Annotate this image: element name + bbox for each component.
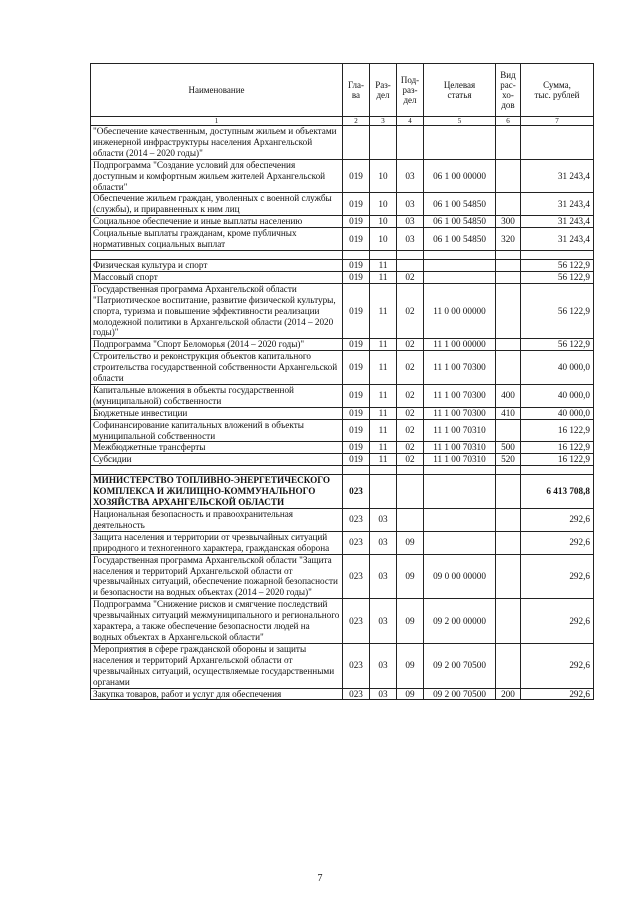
cell-section: 11 (370, 442, 397, 454)
cell-subsection: 02 (397, 419, 424, 442)
cell-section: 11 (370, 283, 397, 339)
cell-chapter: 019 (343, 283, 370, 339)
cell-chapter: 019 (343, 384, 370, 407)
cell-name: Подпрограмма "Создание условий для обеспечения доступным и комфортным жильем жителей Архангельской области" (91, 159, 343, 193)
cell-chapter: 019 (343, 228, 370, 251)
cell-section: 03 (370, 509, 397, 532)
cell-expense-type (496, 531, 521, 554)
cell-section (370, 475, 397, 509)
cell-name: Закупка товаров, работ и услуг для обеспечения (91, 688, 343, 700)
table-row (91, 475, 594, 509)
cell-amount: 56 122,9 (521, 259, 594, 271)
cell-target: 11 0 00 00000 (424, 283, 496, 339)
table-row (91, 454, 594, 466)
cell-target (424, 509, 496, 532)
cell-target: 11 1 00 70300 (424, 351, 496, 385)
cell-chapter: 019 (343, 442, 370, 454)
cell-amount: 292,6 (521, 531, 594, 554)
column-number-row (91, 117, 594, 126)
cell-target: 11 1 00 00000 (424, 339, 496, 351)
table-row (91, 126, 594, 160)
cell-name: МИНИСТЕРСТВО ТОПЛИВНО-ЭНЕРГЕТИЧЕСКОГО КОМПЛЕКСА И ЖИЛИЩНО-КОММУНАЛЬНОГО ХОЗЯЙСТВА АРХАНГЕЛЬСКОЙ ОБЛАСТИ (91, 475, 343, 509)
cell-subsection: 03 (397, 216, 424, 228)
cell-expense-type (496, 554, 521, 599)
spacer-row (91, 466, 594, 475)
cell-target (424, 259, 496, 271)
header-expense-type: Вид рас- хо- дов (496, 64, 521, 117)
table-row (91, 407, 594, 419)
cell-section: 11 (370, 454, 397, 466)
table-row (91, 419, 594, 442)
column-number: 3 (370, 117, 397, 126)
cell-amount: 31 243,4 (521, 216, 594, 228)
cell-chapter: 023 (343, 475, 370, 509)
empty-cell (397, 250, 424, 259)
cell-chapter: 023 (343, 509, 370, 532)
cell-subsection: 03 (397, 159, 424, 193)
cell-name: Подпрограмма "Снижение рисков и смягчение последствий чрезвычайных ситуаций межмуниципального и регионального характера, а также обеспечение безопасности людей на водных объектах в Архангельской области" (91, 599, 343, 644)
cell-name: Строительство и реконструкция объектов капитального строительства государственной собственности Архангельской области (91, 351, 343, 385)
table-row (91, 509, 594, 532)
cell-subsection: 09 (397, 531, 424, 554)
cell-target: 11 1 00 70310 (424, 454, 496, 466)
empty-cell (91, 250, 343, 259)
cell-target (424, 475, 496, 509)
cell-name: Национальная безопасность и правоохранительная деятельность (91, 509, 343, 532)
cell-name: Капитальные вложения в объекты государственной (муниципальной) собственности (91, 384, 343, 407)
empty-cell (343, 466, 370, 475)
empty-cell (370, 466, 397, 475)
cell-section: 11 (370, 419, 397, 442)
table-row (91, 259, 594, 271)
cell-expense-type (496, 159, 521, 193)
cell-chapter (343, 126, 370, 160)
cell-target: 11 1 00 70310 (424, 442, 496, 454)
cell-subsection: 02 (397, 407, 424, 419)
cell-amount: 292,6 (521, 688, 594, 700)
cell-amount: 292,6 (521, 509, 594, 532)
header-target: Целевая статья (424, 64, 496, 117)
cell-expense-type (496, 419, 521, 442)
cell-expense-type (496, 599, 521, 644)
cell-section: 03 (370, 688, 397, 700)
cell-chapter: 019 (343, 407, 370, 419)
cell-amount: 40 000,0 (521, 384, 594, 407)
cell-expense-type (496, 193, 521, 216)
cell-target: 06 1 00 54850 (424, 228, 496, 251)
cell-section: 10 (370, 193, 397, 216)
cell-section: 11 (370, 339, 397, 351)
column-number: 7 (521, 117, 594, 126)
cell-target: 09 2 00 00000 (424, 599, 496, 644)
table-row (91, 271, 594, 283)
table-row (91, 384, 594, 407)
table-row (91, 351, 594, 385)
cell-name: Межбюджетные трансферты (91, 442, 343, 454)
header-subsection: Под- раз- дел (397, 64, 424, 117)
cell-name: Обеспечение жильем граждан, уволенных с военной службы (службы), и приравненных к ним лиц (91, 193, 343, 216)
cell-subsection: 03 (397, 193, 424, 216)
header-section: Раз- дел (370, 64, 397, 117)
cell-target: 11 1 00 70310 (424, 419, 496, 442)
cell-section: 10 (370, 159, 397, 193)
cell-subsection: 02 (397, 271, 424, 283)
cell-subsection: 03 (397, 228, 424, 251)
cell-target: 11 1 00 70300 (424, 407, 496, 419)
cell-subsection (397, 126, 424, 160)
cell-section: 03 (370, 643, 397, 688)
empty-cell (521, 250, 594, 259)
cell-subsection: 02 (397, 442, 424, 454)
cell-subsection: 09 (397, 643, 424, 688)
column-number: 1 (91, 117, 343, 126)
empty-cell (496, 466, 521, 475)
cell-chapter: 019 (343, 339, 370, 351)
cell-chapter: 023 (343, 643, 370, 688)
cell-amount: 31 243,4 (521, 228, 594, 251)
cell-subsection: 02 (397, 339, 424, 351)
cell-expense-type: 320 (496, 228, 521, 251)
cell-amount: 16 122,9 (521, 454, 594, 466)
empty-cell (91, 466, 343, 475)
cell-section: 10 (370, 228, 397, 251)
empty-cell (370, 250, 397, 259)
cell-subsection: 02 (397, 351, 424, 385)
cell-expense-type (496, 283, 521, 339)
cell-target: 09 2 00 70500 (424, 643, 496, 688)
cell-amount: 292,6 (521, 599, 594, 644)
cell-name: Субсидии (91, 454, 343, 466)
budget-table (90, 63, 594, 700)
cell-name: Подпрограмма "Спорт Беломорья (2014 – 2020 годы)" (91, 339, 343, 351)
cell-section: 03 (370, 599, 397, 644)
cell-amount (521, 126, 594, 160)
table-row (91, 216, 594, 228)
cell-expense-type (496, 259, 521, 271)
header-chapter: Гла- ва (343, 64, 370, 117)
cell-chapter: 019 (343, 159, 370, 193)
cell-amount: 31 243,4 (521, 193, 594, 216)
cell-subsection: 02 (397, 384, 424, 407)
cell-subsection (397, 509, 424, 532)
table-row (91, 643, 594, 688)
table-row (91, 193, 594, 216)
cell-section: 11 (370, 351, 397, 385)
cell-expense-type: 300 (496, 216, 521, 228)
table-row (91, 531, 594, 554)
cell-chapter: 019 (343, 351, 370, 385)
cell-section: 03 (370, 554, 397, 599)
cell-amount: 16 122,9 (521, 419, 594, 442)
cell-chapter: 019 (343, 454, 370, 466)
page-number: 7 (317, 873, 323, 884)
cell-name: Массовый спорт (91, 271, 343, 283)
column-number: 6 (496, 117, 521, 126)
cell-amount: 292,6 (521, 643, 594, 688)
cell-subsection: 02 (397, 454, 424, 466)
cell-amount: 6 413 708,8 (521, 475, 594, 509)
cell-target: 06 1 00 54850 (424, 193, 496, 216)
cell-section: 03 (370, 531, 397, 554)
cell-amount: 31 243,4 (521, 159, 594, 193)
cell-target (424, 271, 496, 283)
empty-cell (424, 466, 496, 475)
cell-name: Социальные выплаты гражданам, кроме публичных нормативных социальных выплат (91, 228, 343, 251)
column-number: 5 (424, 117, 496, 126)
cell-name: Государственная программа Архангельской области "Защита населения и территорий Архангельской области от чрезвычайных ситуаций, обеспечение пожарной безопасности и безопасности на водных объектах (2014 – 2020 годы)" (91, 554, 343, 599)
cell-expense-type (496, 271, 521, 283)
cell-name: Защита населения и территории от чрезвычайных ситуаций природного и техногенного характера, гражданская оборона (91, 531, 343, 554)
cell-section: 11 (370, 271, 397, 283)
cell-section: 11 (370, 407, 397, 419)
cell-section: 11 (370, 259, 397, 271)
cell-expense-type (496, 475, 521, 509)
table-body (91, 126, 594, 700)
header-amount: Сумма, тыс. рублей (521, 64, 594, 117)
cell-expense-type: 400 (496, 384, 521, 407)
table-row (91, 159, 594, 193)
cell-chapter: 023 (343, 554, 370, 599)
cell-subsection (397, 259, 424, 271)
empty-cell (496, 250, 521, 259)
cell-subsection: 09 (397, 554, 424, 599)
cell-target (424, 126, 496, 160)
cell-chapter: 019 (343, 271, 370, 283)
column-number: 2 (343, 117, 370, 126)
table-row (91, 554, 594, 599)
cell-target: 11 1 00 70300 (424, 384, 496, 407)
cell-chapter: 023 (343, 688, 370, 700)
cell-expense-type: 200 (496, 688, 521, 700)
table-row (91, 688, 594, 700)
cell-amount: 56 122,9 (521, 283, 594, 339)
cell-name: Физическая культура и спорт (91, 259, 343, 271)
cell-amount: 16 122,9 (521, 442, 594, 454)
header-name: Наименование (91, 64, 343, 117)
empty-cell (397, 466, 424, 475)
cell-expense-type (496, 509, 521, 532)
cell-subsection (397, 475, 424, 509)
table-row (91, 228, 594, 251)
cell-chapter: 023 (343, 599, 370, 644)
cell-expense-type (496, 643, 521, 688)
table-row (91, 442, 594, 454)
cell-target: 09 0 00 00000 (424, 554, 496, 599)
column-number: 4 (397, 117, 424, 126)
cell-expense-type: 500 (496, 442, 521, 454)
cell-target (424, 531, 496, 554)
cell-name: Софинансирование капитальных вложений в объекты муниципальной собственности (91, 419, 343, 442)
cell-amount: 40 000,0 (521, 407, 594, 419)
cell-subsection: 09 (397, 599, 424, 644)
table-row (91, 339, 594, 351)
cell-target: 06 1 00 00000 (424, 159, 496, 193)
table-row (91, 599, 594, 644)
cell-name: Бюджетные инвестиции (91, 407, 343, 419)
cell-amount: 56 122,9 (521, 339, 594, 351)
cell-name: Государственная программа Архангельской области "Патриотическое воспитание, развитие физической культуры, спорта, туризма и повышение эффективности реализации молодежной политики в Архангельской области (2014 – 2020 годы)" (91, 283, 343, 339)
cell-chapter: 019 (343, 193, 370, 216)
cell-expense-type (496, 339, 521, 351)
table-row (91, 283, 594, 339)
cell-chapter: 019 (343, 419, 370, 442)
cell-expense-type: 520 (496, 454, 521, 466)
cell-section: 11 (370, 384, 397, 407)
cell-chapter: 019 (343, 216, 370, 228)
cell-name: "Обеспечение качественным, доступным жильем и объектами инженерной инфраструктуры населения Архангельской области (2014 – 2020 годы)" (91, 126, 343, 160)
cell-expense-type (496, 126, 521, 160)
empty-cell (343, 250, 370, 259)
cell-name: Социальное обеспечение и иные выплаты населению (91, 216, 343, 228)
cell-target: 09 2 00 70500 (424, 688, 496, 700)
cell-subsection: 02 (397, 283, 424, 339)
cell-target: 06 1 00 54850 (424, 216, 496, 228)
cell-chapter: 019 (343, 259, 370, 271)
cell-amount: 56 122,9 (521, 271, 594, 283)
spacer-row (91, 250, 594, 259)
table-header-row (91, 64, 594, 117)
cell-section (370, 126, 397, 160)
empty-cell (521, 466, 594, 475)
cell-name: Мероприятия в сфере гражданской обороны и защиты населения и территорий Архангельской области от чрезвычайных ситуаций, осуществляемые государственными органами (91, 643, 343, 688)
cell-subsection: 09 (397, 688, 424, 700)
empty-cell (424, 250, 496, 259)
cell-expense-type (496, 351, 521, 385)
cell-amount: 292,6 (521, 554, 594, 599)
cell-chapter: 023 (343, 531, 370, 554)
cell-section: 10 (370, 216, 397, 228)
cell-amount: 40 000,0 (521, 351, 594, 385)
cell-expense-type: 410 (496, 407, 521, 419)
